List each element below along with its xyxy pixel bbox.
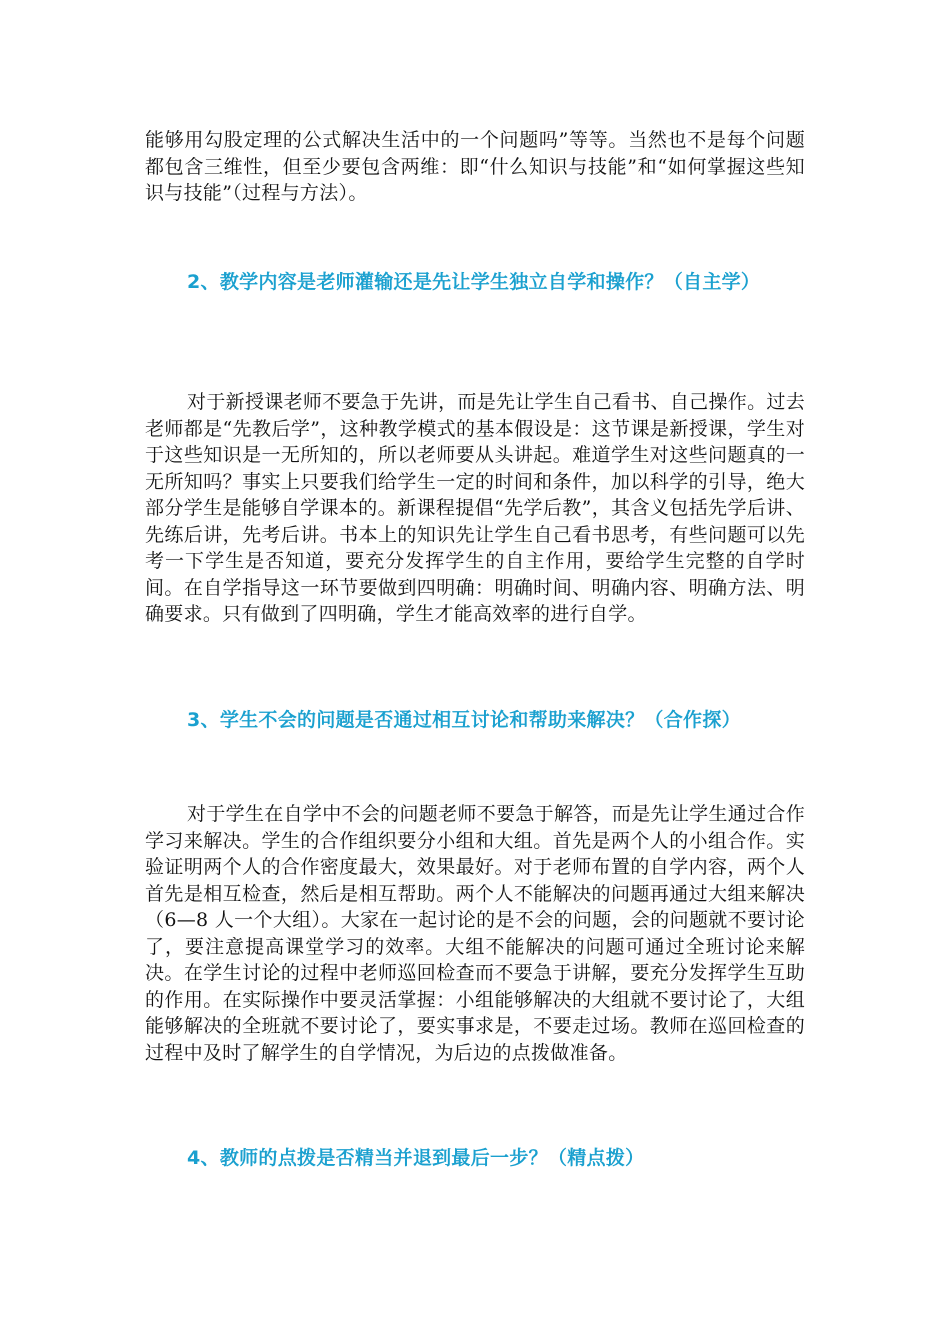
section-heading-self-study: 2、教学内容是老师灌输还是先让学生独立自学和操作？（自主学） xyxy=(187,271,761,293)
cooperation-paragraph: 对于学生在自学中不会的问题老师不要急于解答，而是先让学生通过合作学习来解决。学生的合作组织要分小组和大组。首先是两个人的小组合作。实验证明两个人的合作密度最大，效果最好。对于老师布置的自学内容，两个人首先是相互检查，然后是相互帮助。两个人不能解决的问题再通过大组来解决（6—8 人一个大组）。大家在一起讨论的是不会的问题，会的问题就不要讨论了，要注意提高课堂学习的效率。大组不能解决的问题可通过全班讨论来解决。在学生讨论的过程中老师巡回检查而不要急于讲解，要充分发挥学生互助的作用。在实际操作中要灵活掌握：小组能够解决的大组就不要讨论了，大组能够解决的全班就不要讨论了，要实事求是，不要走过场。教师在巡回检查的过程中及时了解学生的自学情况，为后边的点拨做准备。 xyxy=(145,803,805,1064)
section-heading-guidance: 4、教师的点拨是否精当并退到最后一步？（精点拨） xyxy=(187,1147,645,1169)
intro-paragraph: 能够用勾股定理的公式解决生活中的一个问题吗”等等。当然也不是每个问题都包含三维性，但至少要包含两维：即“什么知识与技能”和“如何掌握这些知识与技能”（过程与方法）。 xyxy=(145,129,805,204)
section-heading-cooperation: 3、学生不会的问题是否通过相互讨论和帮助来解决？（合作探） xyxy=(187,709,741,731)
self-study-paragraph: 对于新授课老师不要急于先讲，而是先让学生自己看书、自己操作。过去老师都是“先教后学”，这种教学模式的基本假设是：这节课是新授课，学生对于这些知识是一无所知的，所以老师要从头讲起。难道学生对这些问题真的一无所知吗？事实上只要我们给学生一定的时间和条件，加以科学的引导，绝大部分学生是能够自学课本的。新课程提倡“先学后教”，其含义包括先学后讲、先练后讲，先考后讲。书本上的知识先让学生自己看书思考，有些问题可以先考一下学生是否知道，要充分发挥学生的自主作用，要给学生完整的自学时间。在自学指导这一环节要做到四明确：明确时间、明确内容、明确方法、明确要求。只有做到了四明确，学生才能高效率的进行自学。 xyxy=(145,391,805,625)
